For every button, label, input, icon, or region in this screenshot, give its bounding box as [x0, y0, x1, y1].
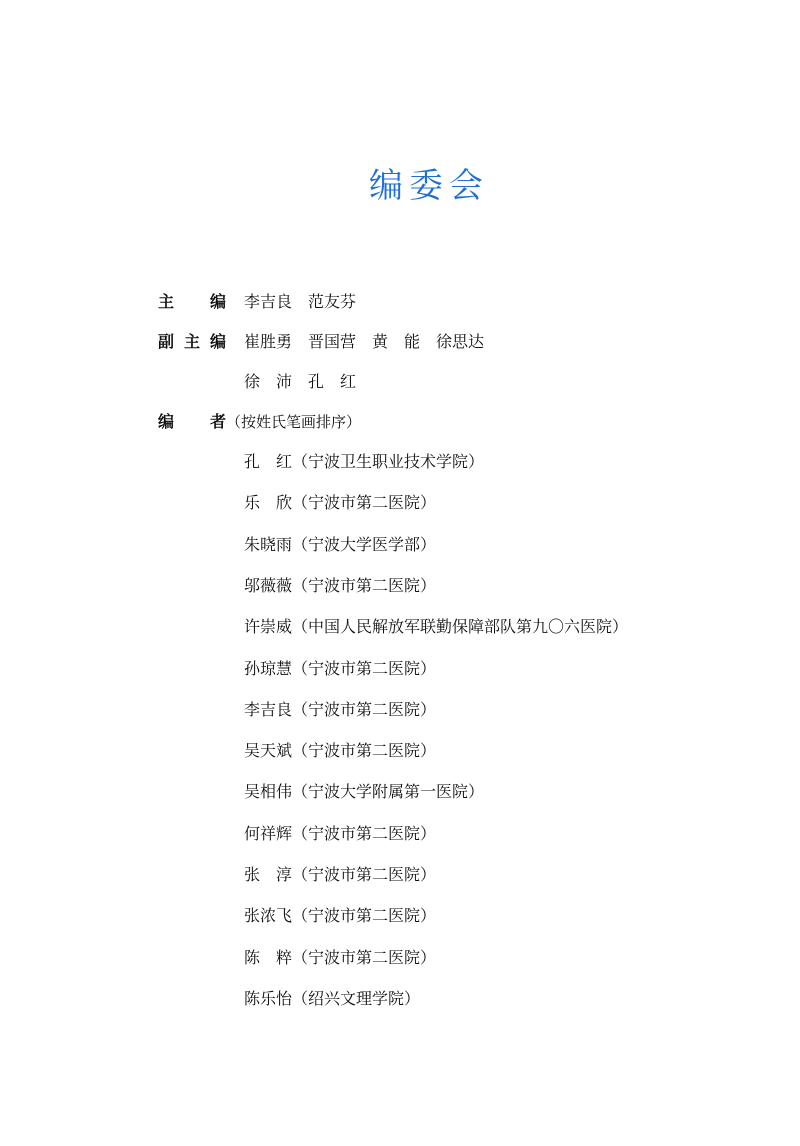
list-item — [244, 617, 628, 637]
editors-sort-note: （按姓氏笔画排序） — [226, 413, 362, 431]
list-item — [244, 452, 484, 472]
editor-name: 李吉良 — [244, 700, 293, 719]
editor-affiliation: （宁波市第二医院） — [292, 700, 437, 719]
editor-name: 孙琼慧 — [244, 659, 293, 678]
list-item — [244, 741, 436, 761]
list-item — [244, 576, 436, 596]
editor-affiliation: （宁波市第二医院） — [292, 824, 437, 843]
list-item — [244, 906, 436, 926]
deputy-editor-label-1: 副 — [158, 332, 175, 351]
editor-affiliation: （宁波市第二医院） — [292, 741, 437, 760]
list-item — [244, 659, 436, 679]
deputy-editor-names-line1: 崔胜勇 晋国营 黄 能 徐思达 — [244, 332, 485, 351]
editor-affiliation: （宁波市第二医院） — [292, 948, 437, 967]
editor-name: 乐 欣 — [244, 493, 293, 512]
editor-affiliation: （绍兴文理学院） — [292, 989, 421, 1008]
editor-name: 吴天斌 — [244, 741, 293, 760]
editor-affiliation: （宁波大学附属第一医院） — [292, 782, 485, 801]
editor-name: 朱晓雨 — [244, 535, 293, 554]
editor-affiliation: （宁波市第二医院） — [292, 906, 437, 925]
list-item — [244, 948, 436, 968]
editor-name: 何祥辉 — [244, 824, 293, 843]
list-item — [244, 989, 420, 1009]
list-item — [244, 865, 436, 885]
editors-label-1: 编 — [158, 412, 175, 431]
editor-name: 吴相伟 — [244, 782, 293, 801]
chief-editor-label-1: 主 — [158, 292, 175, 311]
editor-name: 张浓飞 — [244, 906, 293, 925]
list-item — [244, 782, 484, 802]
editor-name: 张 淳 — [244, 865, 293, 884]
editor-affiliation: （宁波市第二医院） — [292, 576, 437, 595]
chief-editor-names: 李吉良 范友芬 — [244, 292, 357, 311]
deputy-editor-names-line2: 徐 沛 孔 红 — [244, 372, 357, 391]
list-item — [244, 824, 436, 844]
editor-affiliation: （宁波大学医学部） — [292, 535, 437, 554]
editor-affiliation: （宁波市第二医院） — [292, 865, 437, 884]
editor-name: 陈乐怡 — [244, 989, 293, 1008]
editor-name: 陈 粹 — [244, 948, 293, 967]
editor-affiliation: （宁波市第二医院） — [292, 493, 437, 512]
deputy-editor-label-3: 编 — [210, 332, 227, 351]
editor-affiliation: （宁波卫生职业技术学院） — [292, 452, 485, 471]
editor-name: 许崇威 — [244, 617, 293, 636]
editor-name: 邬薇薇 — [244, 576, 293, 595]
editors-label-2: 者 — [210, 412, 227, 431]
editor-affiliation: （宁波市第二医院） — [292, 659, 437, 678]
deputy-editor-label-2: 主 — [184, 332, 201, 351]
editor-name: 孔 红 — [244, 452, 293, 471]
page-title: 编委会 — [369, 166, 489, 206]
chief-editor-label-2: 编 — [210, 292, 227, 311]
editor-affiliation: （中国人民解放军联勤保障部队第九〇六医院） — [292, 617, 629, 636]
list-item — [244, 700, 436, 720]
list-item — [244, 535, 436, 555]
list-item — [244, 493, 436, 513]
